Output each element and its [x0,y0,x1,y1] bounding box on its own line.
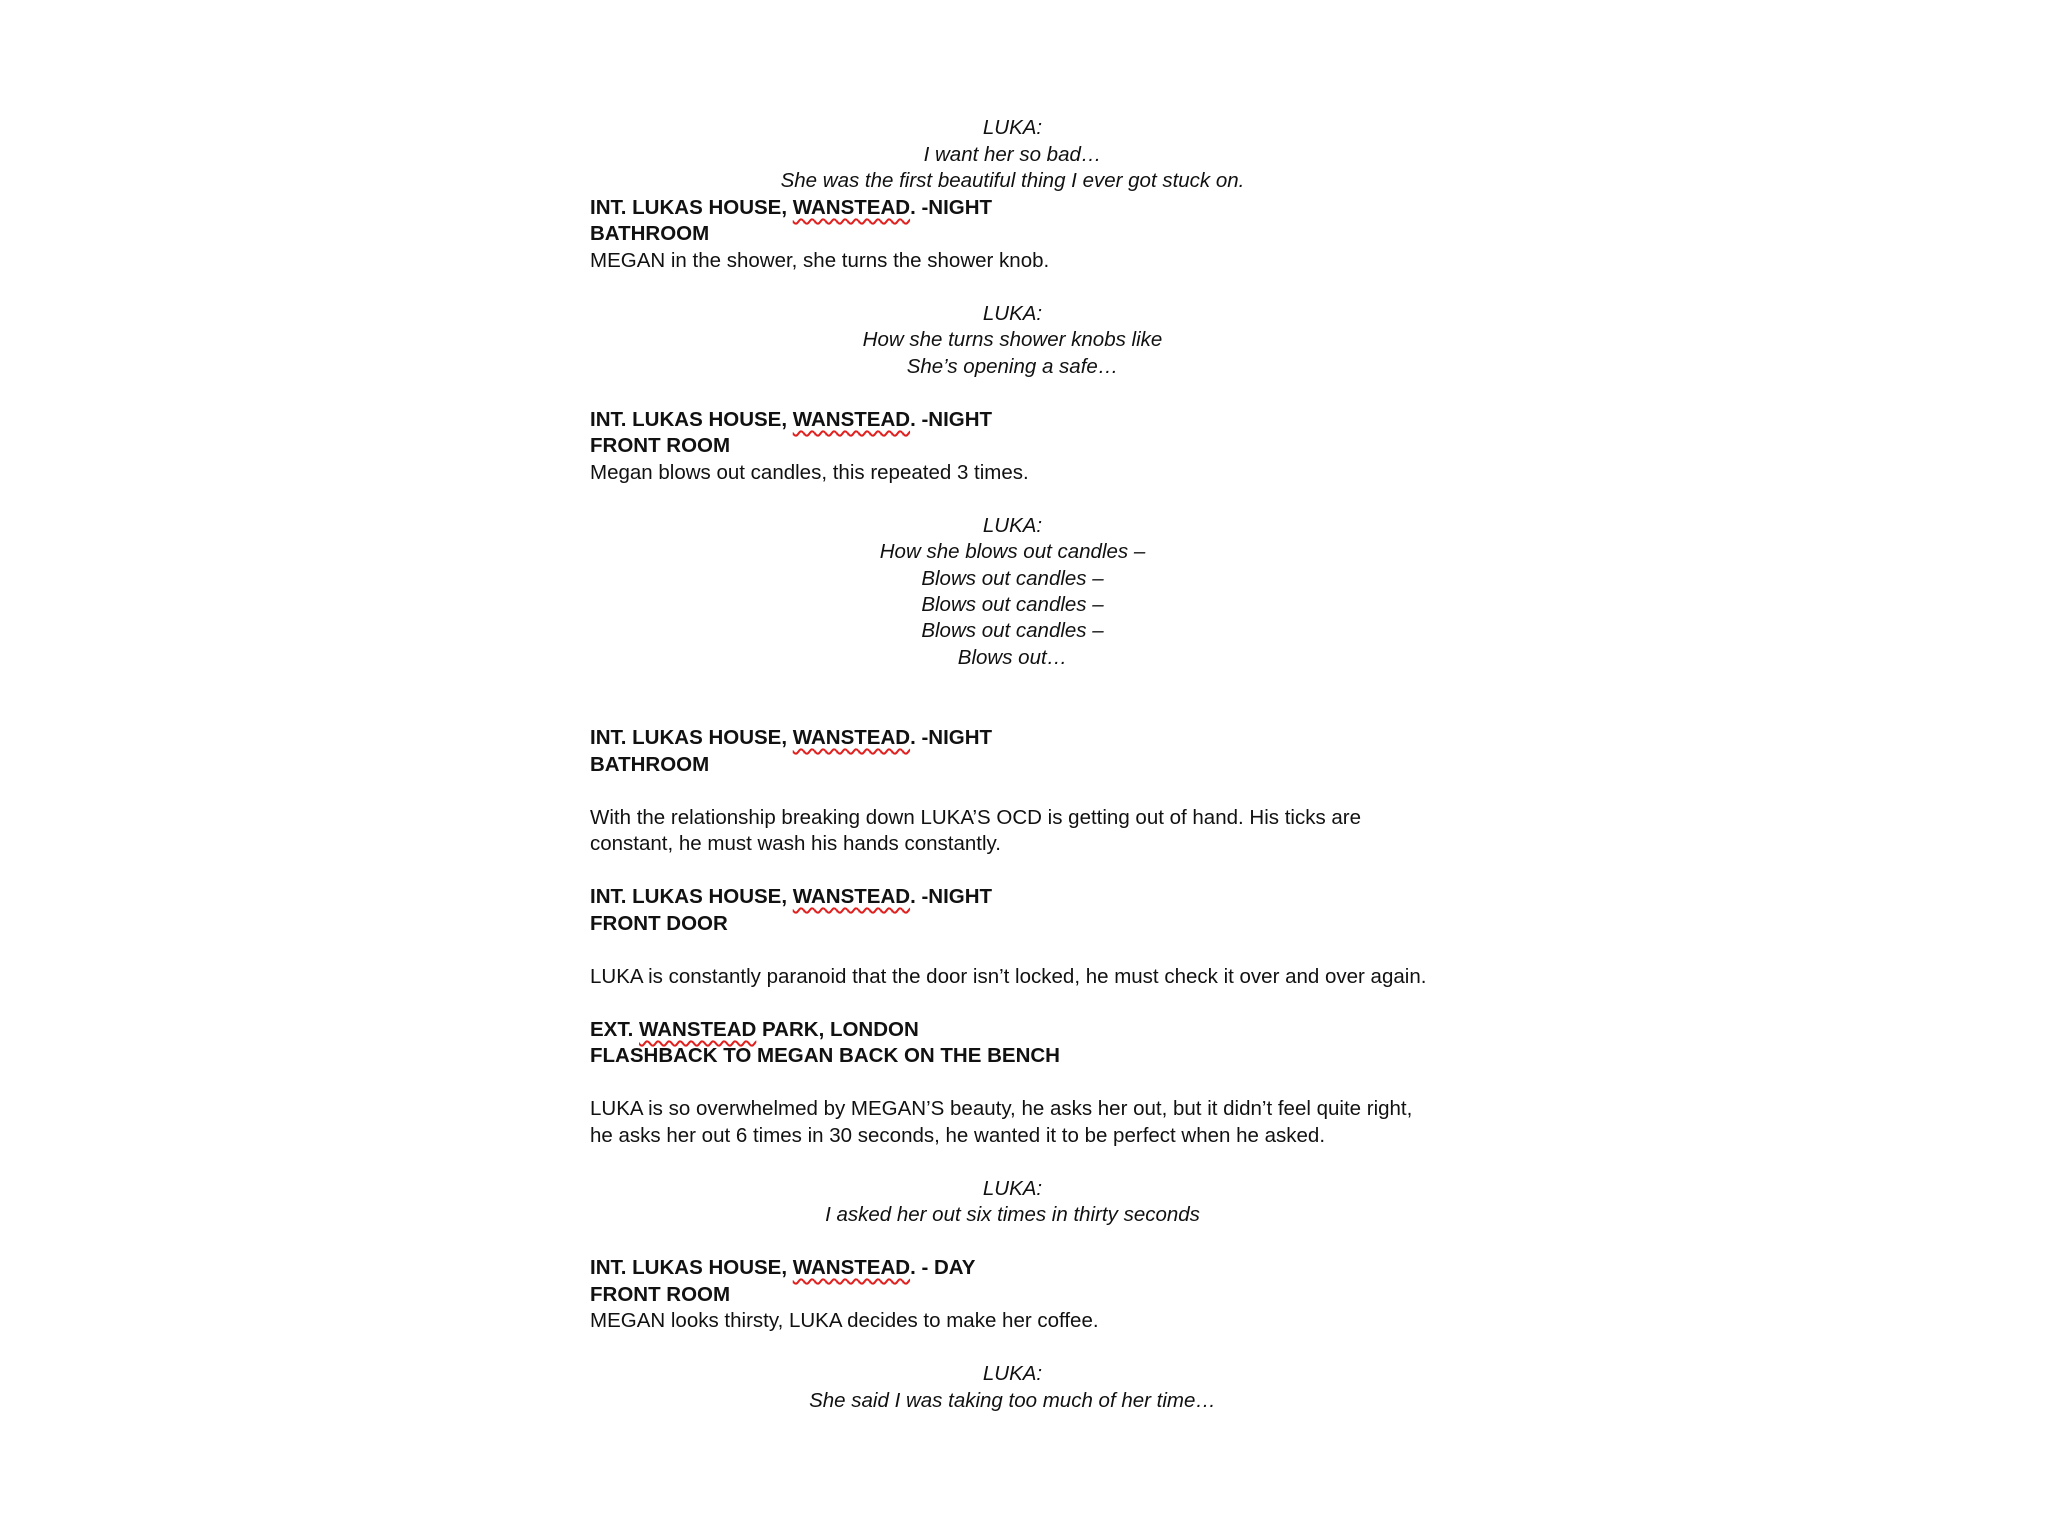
dialogue-line: Blows out candles – [921,593,1104,616]
script-page [590,115,1470,1435]
scene-heading-suffix: . -NIGHT [910,408,993,431]
scene-room: FRONT ROOM [590,1283,731,1306]
scene-heading-prefix: INT. LUKAS HOUSE, [590,408,793,431]
scene-heading-location: WANSTEAD [792,196,911,219]
scene-room: BATHROOM [590,753,710,776]
scene-heading-prefix: INT. LUKAS HOUSE, [590,885,793,908]
dialogue-line: I want her so bad… [923,143,1102,166]
dialogue-line: She’s opening a safe… [906,355,1119,378]
scene-heading-suffix: . -NIGHT [910,196,993,219]
action-line: With the relationship breaking down LUKA’S OCD is getting out of hand. His ticks are [590,806,1362,829]
dialogue-line: I asked her out six times in thirty seconds [825,1203,1200,1226]
dialogue-speaker: LUKA: [982,514,1043,537]
scene-heading-suffix: . -NIGHT [910,726,993,749]
scene-heading-prefix: EXT. [590,1018,639,1041]
dialogue-line: Blows out candles – [921,567,1104,590]
scene-heading-location: WANSTEAD [792,1256,911,1279]
scene-heading-suffix: . - DAY [910,1256,976,1279]
dialogue-line: How she blows out candles – [879,540,1146,563]
action-line: LUKA is constantly paranoid that the door isn’t locked, he must check it over and over again. [590,965,1427,988]
dialogue-line: Blows out candles – [921,619,1104,642]
scene-heading-prefix: INT. LUKAS HOUSE, [590,726,793,749]
dialogue-speaker: LUKA: [982,116,1043,139]
scene-room: FRONT DOOR [590,912,728,935]
scene-heading [590,407,992,433]
scene-heading-suffix: . -NIGHT [910,885,993,908]
action-line: constant, he must wash his hands constantly. [590,832,1001,855]
dialogue-line: She said I was taking too much of her time… [809,1389,1216,1412]
scene-heading [590,725,992,751]
dialogue-line: She was the first beautiful thing I ever got stuck on. [780,169,1245,192]
scene-heading [590,1017,919,1043]
dialogue-speaker: LUKA: [982,302,1043,325]
dialogue-speaker: LUKA: [982,1362,1043,1385]
scene-heading [590,884,992,910]
scene-heading-location: WANSTEAD [639,1018,757,1041]
scene-room: FRONT ROOM [590,434,731,457]
scene-room: FLASHBACK TO MEGAN BACK ON THE BENCH [590,1044,1060,1067]
action-line: MEGAN in the shower, she turns the shower knob. [590,249,1050,272]
scene-room: BATHROOM [590,222,710,245]
action-line: he asks her out 6 times in 30 seconds, he wanted it to be perfect when he asked. [590,1124,1326,1147]
scene-heading [590,1255,975,1281]
dialogue-speaker: LUKA: [982,1177,1043,1200]
scene-heading-prefix: INT. LUKAS HOUSE, [590,1256,793,1279]
scene-heading [590,195,992,221]
action-line: MEGAN looks thirsty, LUKA decides to make her coffee. [590,1309,1099,1332]
dialogue-line: Blows out… [957,646,1068,669]
scene-heading-location: WANSTEAD [792,726,911,749]
dialogue-line: How she turns shower knobs like [862,328,1163,351]
action-line: LUKA is so overwhelmed by MEGAN’S beauty, he asks her out, but it didn’t feel quite right, [590,1097,1413,1120]
scene-heading-suffix: PARK, LONDON [756,1018,919,1041]
scene-heading-prefix: INT. LUKAS HOUSE, [590,196,793,219]
scene-heading-location: WANSTEAD [792,885,911,908]
action-line: Megan blows out candles, this repeated 3 times. [590,461,1029,484]
scene-heading-location: WANSTEAD [792,408,911,431]
